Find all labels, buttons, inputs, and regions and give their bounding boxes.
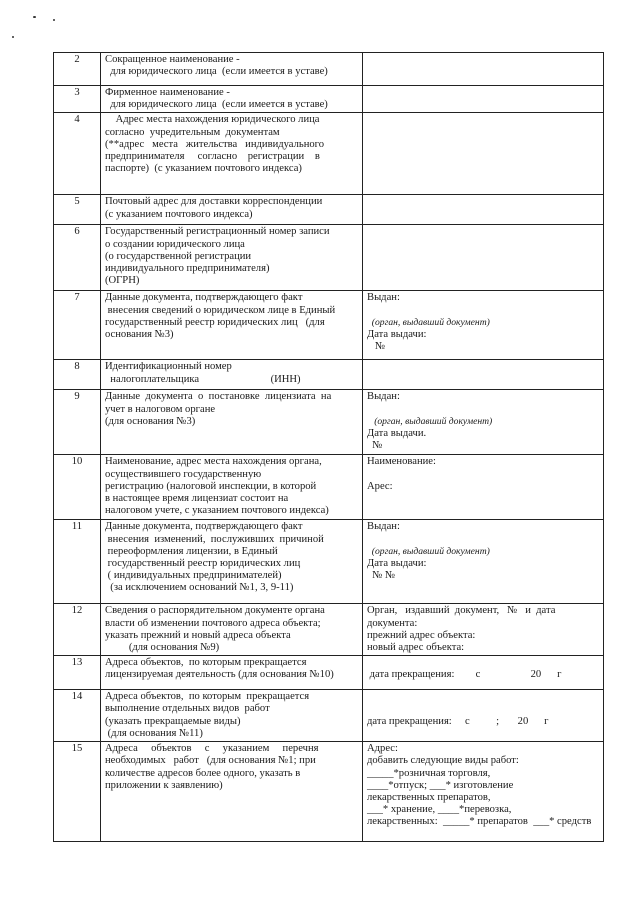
value-line: лекарственных: _____* препаратов ___* средств bbox=[367, 816, 592, 828]
description-line: учет в налоговом органе bbox=[105, 403, 216, 415]
row-description bbox=[101, 690, 363, 742]
value-line: (орган, выдавший документ) bbox=[367, 316, 490, 328]
row-number: 4 bbox=[54, 113, 101, 195]
row-description bbox=[101, 360, 363, 390]
description-line: о создании юридического лица bbox=[105, 238, 245, 250]
row-value-field[interactable] bbox=[363, 604, 604, 656]
value-line: новый адрес объекта: bbox=[367, 642, 465, 654]
description-line: (**адрес места жительства индивидуального bbox=[105, 138, 325, 150]
row-number: 12 bbox=[54, 604, 101, 656]
value-line bbox=[367, 691, 599, 703]
description-line: (о государственной регистрации bbox=[105, 250, 252, 262]
description-line: для юридического лица (если имеется в уставе) bbox=[105, 66, 328, 78]
value-line: дата прекращения: с 20 г bbox=[367, 669, 562, 681]
row-number: 5 bbox=[54, 195, 101, 225]
row-description bbox=[101, 291, 363, 360]
form-row bbox=[54, 113, 604, 195]
value-line bbox=[367, 404, 599, 416]
description-line: Адрес места нахождения юридического лица bbox=[105, 114, 320, 126]
row-value-field[interactable] bbox=[363, 390, 604, 455]
row-number: 11 bbox=[54, 520, 101, 604]
row-description bbox=[101, 742, 363, 842]
description-line: для юридического лица (если имеется в уставе) bbox=[105, 99, 328, 111]
value-line: Выдан: bbox=[367, 292, 400, 304]
description-line: (указать прекращаемые виды) bbox=[105, 715, 241, 727]
description-line: Почтовый адрес для доставки корреспонденции bbox=[105, 196, 323, 208]
license-form-table bbox=[53, 52, 604, 842]
row-number: 2 bbox=[54, 53, 101, 86]
description-line: Данные документа, подтверждающего факт bbox=[105, 521, 303, 533]
description-line: Государственный регистрационный номер записи bbox=[105, 226, 330, 238]
description-line: осуществившего государственную bbox=[105, 468, 262, 480]
row-description bbox=[101, 53, 363, 86]
value-line bbox=[367, 534, 599, 546]
description-line: Идентификационный номер bbox=[105, 361, 232, 373]
form-row bbox=[54, 656, 604, 690]
row-description bbox=[101, 86, 363, 113]
row-value-field[interactable] bbox=[363, 656, 604, 690]
row-number: 7 bbox=[54, 291, 101, 360]
description-line: государственный реестр юридических лиц bbox=[105, 558, 301, 570]
description-line: Адреса объектов с указанием перечня bbox=[105, 743, 319, 755]
value-line: ____*отпуск; ___* изготовление bbox=[367, 779, 514, 791]
description-line: согласно учредительным документам bbox=[105, 126, 280, 138]
form-row bbox=[54, 455, 604, 520]
row-value-field[interactable] bbox=[363, 86, 604, 113]
form-row bbox=[54, 742, 604, 842]
description-line: Данные документа о постановке лицензиата на bbox=[105, 391, 332, 403]
description-line: внесения сведений о юридическом лице в Единый bbox=[105, 304, 336, 316]
value-line: (орган, выдавший документ) bbox=[367, 415, 493, 427]
description-line: лицензируемая деятельность (для основания №10) bbox=[105, 669, 334, 681]
description-line: Сокращенное наименование - bbox=[105, 54, 240, 65]
description-line: в настоящее время лицензиат состоит на bbox=[105, 493, 289, 505]
description-line: приложении к заявлению) bbox=[105, 779, 223, 791]
value-line: Орган, издавший документ, № и дата bbox=[367, 605, 556, 617]
value-line: _____*розничная торговля, bbox=[367, 767, 491, 779]
description-line: (за исключением оснований №1, 3, 9-11) bbox=[105, 582, 294, 594]
value-line: лекарственных препаратов, bbox=[367, 792, 491, 804]
row-value-field[interactable] bbox=[363, 690, 604, 742]
row-value-field[interactable] bbox=[363, 195, 604, 225]
description-line: (для основания №3) bbox=[105, 415, 196, 427]
form-row bbox=[54, 195, 604, 225]
description-line: указать прежний и новый адреса объекта bbox=[105, 629, 291, 641]
row-value-field[interactable] bbox=[363, 225, 604, 291]
form-row bbox=[54, 86, 604, 113]
description-line: налоговом учете, с указанием почтового индекса) bbox=[105, 505, 329, 517]
description-line: внесения изменений, послуживших причиной bbox=[105, 533, 324, 545]
description-line: налогоплательщика (ИНН) bbox=[105, 373, 301, 385]
form-row bbox=[54, 520, 604, 604]
row-description bbox=[101, 520, 363, 604]
value-line: Дата выдачи. bbox=[367, 428, 427, 440]
value-line: Адрес: bbox=[367, 743, 398, 755]
row-value-field[interactable] bbox=[363, 360, 604, 390]
row-number: 10 bbox=[54, 455, 101, 520]
description-line: переоформления лицензии, в Единый bbox=[105, 545, 278, 557]
row-number: 9 bbox=[54, 390, 101, 455]
row-value-field[interactable] bbox=[363, 113, 604, 195]
value-line: № № bbox=[367, 570, 396, 582]
description-line: ( индивидуальных предпринимателей) bbox=[105, 570, 282, 582]
row-number: 14 bbox=[54, 690, 101, 742]
value-line bbox=[367, 657, 599, 669]
description-line: индивидуального предпринимателя) bbox=[105, 263, 270, 275]
value-line: Арес: bbox=[367, 480, 393, 492]
description-line: паспорте) (с указанием почтового индекса) bbox=[105, 163, 302, 175]
row-number: 13 bbox=[54, 656, 101, 690]
value-line: Выдан: bbox=[367, 521, 400, 533]
value-line: документа: bbox=[367, 617, 418, 629]
form-row bbox=[54, 690, 604, 742]
row-number: 6 bbox=[54, 225, 101, 291]
description-line: Адреса объектов, по которым прекращается bbox=[105, 657, 307, 669]
description-line: Фирменное наименование - bbox=[105, 87, 230, 98]
row-description bbox=[101, 225, 363, 291]
row-description bbox=[101, 656, 363, 690]
value-line: Дата выдачи: bbox=[367, 329, 427, 341]
value-line: № bbox=[367, 341, 386, 353]
value-line: прежний адрес объекта: bbox=[367, 629, 476, 641]
form-row bbox=[54, 291, 604, 360]
row-value-field[interactable] bbox=[363, 455, 604, 520]
description-line: выполнение отдельных видов работ bbox=[105, 703, 270, 715]
row-description bbox=[101, 390, 363, 455]
value-line: Выдан: bbox=[367, 391, 400, 403]
description-line: Наименование, адрес места нахождения органа, bbox=[105, 456, 322, 468]
row-description bbox=[101, 455, 363, 520]
value-line bbox=[367, 305, 599, 317]
row-value-field[interactable] bbox=[363, 53, 604, 86]
row-number: 15 bbox=[54, 742, 101, 842]
form-row bbox=[54, 390, 604, 455]
row-number: 3 bbox=[54, 86, 101, 113]
form-row bbox=[54, 53, 604, 86]
description-line: необходимых работ (для основания №1; при bbox=[105, 755, 316, 767]
row-value-field[interactable] bbox=[363, 742, 604, 842]
row-description bbox=[101, 113, 363, 195]
row-description bbox=[101, 195, 363, 225]
row-number: 8 bbox=[54, 360, 101, 390]
value-line: дата прекращения: с ; 20 г bbox=[367, 715, 549, 727]
row-value-field[interactable] bbox=[363, 520, 604, 604]
description-line: количестве адресов более одного, указать в bbox=[105, 767, 301, 779]
form-row bbox=[54, 225, 604, 291]
description-line: регистрацию (налоговой инспекции, в которой bbox=[105, 480, 317, 492]
description-line: предпринимателя согласно регистрации в bbox=[105, 151, 320, 163]
description-line: власти об изменении почтового адреса объекта; bbox=[105, 617, 321, 629]
description-line: (для основания №9) bbox=[105, 642, 220, 654]
row-value-field[interactable] bbox=[363, 291, 604, 360]
value-line: Дата выдачи: bbox=[367, 558, 427, 570]
description-line: государственный реестр юридических лиц (для bbox=[105, 316, 325, 328]
form-row bbox=[54, 360, 604, 390]
description-line: Адреса объектов, по которым прекращается bbox=[105, 691, 310, 703]
description-line: (с указанием почтового индекса) bbox=[105, 208, 253, 220]
form-row bbox=[54, 604, 604, 656]
description-line: (для основания №11) bbox=[105, 727, 203, 739]
value-line: Наименование: bbox=[367, 456, 436, 468]
value-line: (орган, выдавший документ) bbox=[367, 545, 490, 557]
value-line: добавить следующие виды работ: bbox=[367, 755, 519, 767]
value-line bbox=[367, 703, 599, 715]
description-line: Сведения о распорядительном документе органа bbox=[105, 605, 325, 617]
description-line: (ОГРН) bbox=[105, 275, 140, 287]
description-line: основания №3) bbox=[105, 329, 174, 341]
value-line bbox=[367, 469, 599, 481]
description-line: Данные документа, подтверждающего факт bbox=[105, 292, 303, 304]
row-description bbox=[101, 604, 363, 656]
value-line: № bbox=[367, 440, 383, 452]
value-line: ___* хранение, ____*перевозка, bbox=[367, 804, 512, 816]
